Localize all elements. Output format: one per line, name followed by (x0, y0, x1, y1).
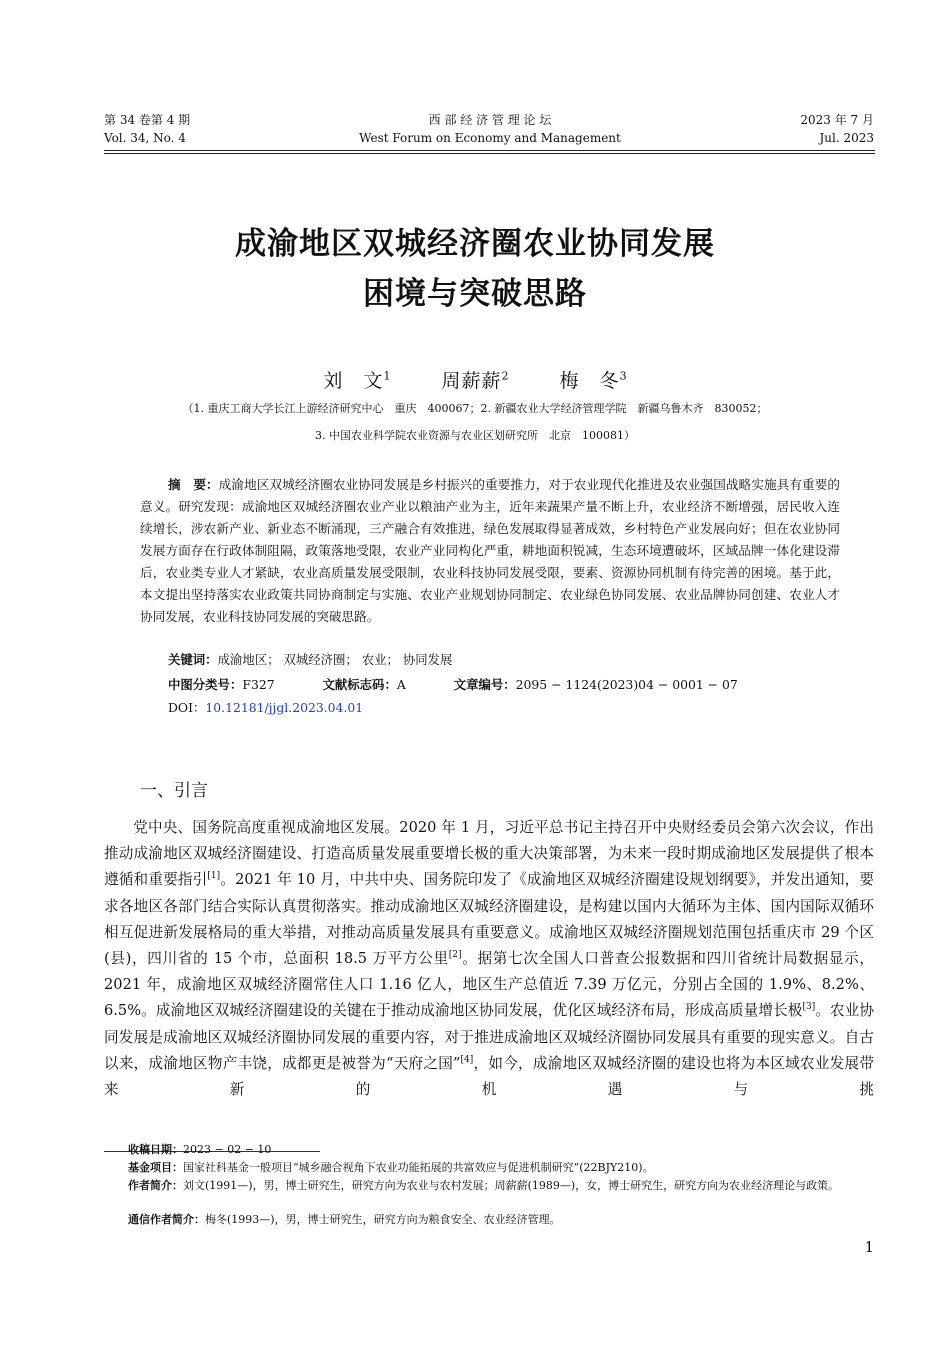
affiliation-line1: （1. 重庆工商大学长江上游经济研究中心 重庆 400067；2. 新疆农业大学经济管理学院 新疆乌鲁木齐 830052； (182, 402, 768, 415)
doc-code-value: A (396, 677, 406, 692)
citation-ref[interactable]: [2] (448, 950, 462, 961)
header-volume-en: Vol. 34, No. 4 (104, 131, 186, 145)
header-volume-cn: 第 34 卷第 4 期 (104, 113, 191, 127)
citation-ref[interactable]: [4] (460, 1054, 474, 1065)
clc-label: 中图分类号： (168, 677, 243, 692)
page-number: 1 (864, 1238, 874, 1256)
section-heading-introduction: 一、引言 (140, 781, 208, 801)
clc-value: F327 (242, 677, 275, 692)
header-rule-bottom (104, 153, 875, 154)
keywords-text: 成渝地区； 双城经济圈； 农业； 协同发展 (217, 652, 453, 667)
author: 周薪薪$^2$ (441, 369, 509, 392)
abstract-text: 成渝地区双城经济圈农业协同发展是乡村振兴的重要推力，对于农业现代化推进及农业强国战略实施具有重要的意义。研究发现：成渝地区双城经济圈农业产业以粮油产业为主，近年来蔬果产量不断上升，农业经济不断增强，居民收入连续增长，涉农新产业、新业态不断涌现，三产融合有效推进，绿色发展取得显著成效，乡村特色产业发展向好；但在农业协同发展方面存在行政体制阻隔，政策落地受限，农业产业同构化严重，耕地面积锐减，生态环境遭破坏，区域品牌一体化建设滞后，农业类专业人才紧缺，农业高质量发展受限制，农业科技协同发展受限，要素、资源协同机制有待完善的困境。基于此，本文提出坚持落实农业政策共同协商制定与实施、农业产业规划协同制定、农业绿色协同发展、农业品牌协同创建、农业人才协同发展，农业科技协同发展的突破思路。 (140, 477, 841, 624)
citation-ref[interactable]: [1] (207, 871, 221, 882)
header-date-cn: 2023 年 7 月 (800, 113, 874, 127)
author: 梅 冬$^3$ (559, 369, 627, 392)
affiliation-line2: 3. 中国农业科学院农业资源与农业区划研究所 北京 100081） (315, 429, 635, 442)
article-number-label: 文章编号： (453, 677, 516, 692)
abstract (140, 474, 840, 628)
footnote-fund: 基金项目：国家社科基金一般项目“城乡融合视角下农业功能拓展的共富效应与促进机制研究”(22BJY210)。 (128, 1161, 654, 1174)
paper-title-line1: 成渝地区双城经济圈农业协同发展 (235, 226, 715, 262)
abstract-label: 摘 要： (168, 477, 219, 492)
classification-line (168, 675, 738, 695)
doi-link[interactable]: 10.12181/jjgl.2023.04.01 (205, 700, 364, 715)
paper-title-line2: 困境与突破思路 (363, 276, 587, 312)
intro-paragraph: 党中央、国务院高度重视成渝地区发展。2020 年 1 月，习近平总书记主持召开中央财经委员会第六次会议，作出推动成渝地区双城经济圈建设、打造高质量发展重要增长极的重大决策部署，为未来一段时期成渝地区发展提供了根本遵循和重要指引[1]。2021 年 10 月，中共中央、国务院印发了《成渝地区双城经济圈建设规划纲要》，并发出通知，要求各地区各部门结合实际认真贯彻落实。推动成渝地区双城经济圈建设，是构建以国内大循环为主体、国内国际双循环相互促进新发展格局的重大举措，对推动高质量发展具有重要意义。成渝地区双城经济圈规划范围包括重庆市 29 个区(县)，四川省的 15 个市，总面积 18.5 万平方公里[2]。据第七次全国人口普查公报数据和四川省统计局数据显示，2021 年，成渝地区双城经济圈常住人口 1.16 亿人，地区生产总值近 7.39 万亿元，分别占全国的 1.9%、8.2%、6.5%。成渝地区双城经济圈建设的关键在于推动成渝地区协同发展，优化区域经济布局，形成高质量增长极[3]。农业协同发展是成渝地区双城经济圈协同发展的重要内容，对于推进成渝地区双城经济圈协同发展具有重要的现实意义。自古以来，成渝地区物产丰饶，成都更是被誉为“天府之国”[4]，如今，成渝地区双城经济圈的建设也将为本区域农业发展带来新的机遇与挑 (104, 819, 874, 1099)
doi-line (168, 698, 363, 718)
footnote-author-info: 作者简介：刘文(1991—)，男，博士研究生，研究方向为农业与农村发展；周薪薪(1989—)，女，博士研究生，研究方向为农业经济理论与政策。 (128, 1179, 840, 1192)
citation-ref[interactable]: [3] (802, 1002, 816, 1013)
header-rule-top (104, 150, 875, 151)
author: 刘 文$^1$ (323, 369, 391, 392)
footnote-received: 收稿日期：2023 − 02 − 10 (128, 1143, 272, 1156)
footnote-corresponding-author: 通信作者简介：梅冬(1993—)，男，博士研究生，研究方向为粮食安全、农业经济管理。 (128, 1213, 561, 1226)
journal-name-cn: 西 部 经 济 管 理 论 坛 (428, 113, 552, 127)
header-date-en: Jul. 2023 (819, 131, 874, 145)
author-list (0, 366, 950, 393)
doi-label: DOI： (168, 700, 206, 715)
keywords: 关键词：成渝地区； 双城经济圈； 农业； 协同发展 (168, 652, 453, 667)
article-number-value: 2095 − 1124(2023)04 − 0001 − 07 (515, 677, 738, 692)
doc-code-label: 文献标志码： (322, 677, 397, 692)
journal-name-en: West Forum on Economy and Management (359, 131, 621, 145)
